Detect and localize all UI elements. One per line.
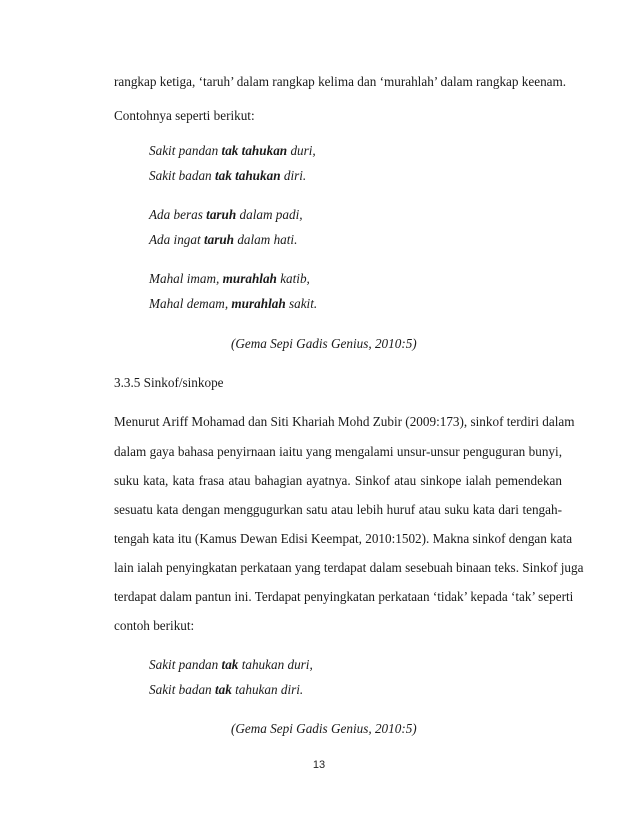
verse-line: Mahal demam, murahlah sakit. <box>149 296 318 311</box>
verse-line: Sakit pandan tak tahukan duri, <box>149 657 313 672</box>
paragraph-line: tengah kata itu (Kamus Dewan Edisi Keempat, 2010:1502). Makna sinkof dengan kata <box>114 531 573 546</box>
page-number: 13 <box>312 759 326 771</box>
verse-line: Sakit badan tak tahukan diri. <box>149 168 307 183</box>
paragraph-line: sesuatu kata dengan menggugurkan satu atau lebih huruf atau suku kata dari tengah- <box>114 502 562 517</box>
intro-line: Contohnya seperti berikut: <box>114 108 255 123</box>
section-heading: 3.3.5 Sinkof/sinkope <box>114 375 224 390</box>
intro-line: rangkap ketiga, ‘taruh’ dalam rangkap kelima dan ‘murahlah’ dalam rangkap keenam. <box>114 74 567 89</box>
paragraph-line: Menurut Ariff Mohamad dan Siti Khariah Mohd Zubir (2009:173), sinkof terdiri dalam <box>114 414 575 429</box>
paragraph-line: dalam gaya bahasa penyirnaan iaitu yang mengalami unsur-unsur penguguran bunyi, <box>114 444 562 459</box>
verse-line: Mahal imam, murahlah katib, <box>149 271 310 286</box>
paragraph-line: contoh berikut: <box>114 618 195 633</box>
verse-line: Sakit badan tak tahukan diri. <box>149 682 304 697</box>
citation: (Gema Sepi Gadis Genius, 2010:5) <box>231 721 417 736</box>
paragraph-line: lain ialah penyingkatan perkataan yang terdapat dalam sesebuah binaan teks. Sinkof juga <box>114 560 584 575</box>
verse-line: Sakit pandan tak tahukan duri, <box>149 143 316 158</box>
verse-line: Ada ingat taruh dalam hati. <box>149 232 298 247</box>
paragraph-line: suku kata, kata frasa atau bahagian ayatnya. Sinkof atau sinkope ialah pemendekan <box>114 473 562 488</box>
paragraph-line: terdapat dalam pantun ini. Terdapat penyingkatan perkataan ‘tidak’ kepada ‘tak’ seperti <box>114 589 574 604</box>
citation: (Gema Sepi Gadis Genius, 2010:5) <box>231 336 417 351</box>
verse-line: Ada beras taruh dalam padi, <box>149 207 303 222</box>
